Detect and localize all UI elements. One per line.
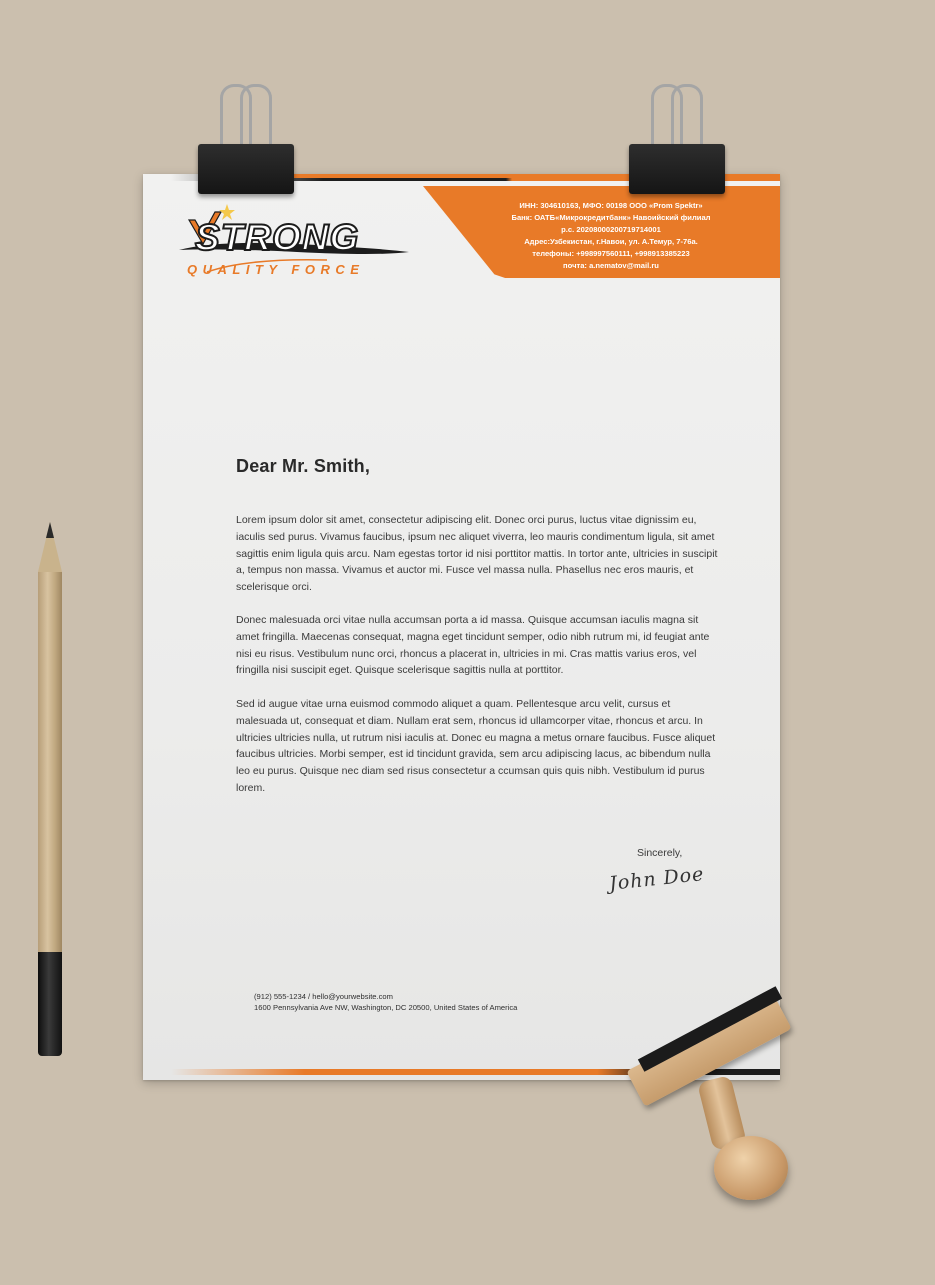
footer-address: 1600 Pennsylvania Ave NW, Washington, DC 20500, United States of America [254, 1003, 518, 1012]
handwritten-signature: John Doe [608, 863, 706, 895]
letter-greeting: Dear Mr. Smith, [236, 456, 371, 476]
clip-wire-right [671, 84, 703, 153]
info-line-bank: Банк: ОАТБ«Микрокредитбанк» Навоийский филиал [511, 213, 711, 222]
pencil-end [38, 952, 62, 1056]
logo-wordmark: STRONG [195, 217, 360, 258]
clip-wire-right [240, 84, 272, 153]
info-line-account: р.с. 20208000200719714001 [561, 225, 661, 234]
letter-paragraph-2: Donec malesuada orci vitae nulla accumsan porta a id massa. Quisque accumsan iaculis magna sit amet fringilla. Maecenas consequat, magna eget tincidunt semper, odio nibh rutrum mi, id feugiat ante nisi eu risus. Vestibulum nunc orci, rhoncus a placerat in, ultricies in mi. Cras mattis varius eros, vel fringilla nisi suscipit eget. Quisque scelerisque sagittis nulla at porttitor. [236, 614, 710, 677]
company-logo [177, 200, 417, 284]
footer-contact [254, 991, 517, 1013]
info-line-email: почта: a.nematov@mail.ru [563, 261, 659, 270]
stamp-knob [714, 1136, 788, 1200]
company-info-lines [461, 200, 761, 272]
letterhead-page [143, 174, 780, 1080]
info-line-phones: телефоны: +998997560111, +998913385223 [532, 249, 690, 258]
letter-paragraph-1: Lorem ipsum dolor sit amet, consectetur adipiscing elit. Donec orci purus, luctus vitae dignissim eu, iaculis sed purus. Vivamus faucibus, ipsum nec aliquet viverra, leo mauris condimentum ligula, sit amet sagittis enim ligula quis arcu. Nam egestas tortor id nisi porttitor mattis. In tortor ante, ultricies in suscipit a, tempus non massa. Vivamus et auctor mi. Fusce vel massa nulla. Phasellus nec eros mauris, et scelerisque orci. [236, 514, 718, 594]
binder-clip-icon [196, 84, 296, 199]
binder-clip-icon [627, 84, 727, 199]
clip-body [198, 144, 294, 194]
logo-tagline: QUALITY FORCE [187, 262, 365, 277]
letter-closing: Sincerely, [637, 847, 683, 859]
letter-paragraph-3: Sed id augue vitae urna euismod commodo aliquet a quam. Pellentesque arcu velit, cursus et malesuada ut, consequat et diam. Nullam erat sem, rhoncus id ullamcorper vitae, rhoncus et arcu. In ultricies ultricies nulla, ut rutrum nisi iaculis at. Donec eu magna a metus ornare faucibus. Fusce aliquet faucibus ultricies. Morbi semper, est id tincidunt gravida, sem arcu adipiscing lacus, ac bibendum nulla leo eu purus. Quisque nec diam sed risus consectetur a ccumsan quis quis nibh. Vestibulum id purus lorem. [236, 698, 716, 794]
info-line-inn: ИНН: 304610163, МФО: 00198 ООО «Prom Spektr» [519, 201, 703, 210]
pencil-icon [38, 522, 62, 1057]
pencil-lead [46, 522, 54, 538]
top-stripe-accent [283, 174, 573, 178]
info-line-address: Адрес:Узбекистан, г.Навои, ул. А.Темур, 7-76а. [524, 237, 698, 246]
footer-phone-email: (912) 555-1234 / hello@yourwebsite.com [254, 992, 393, 1001]
clip-body [629, 144, 725, 194]
rubber-stamp-icon [620, 1000, 800, 1210]
pencil-shaft [38, 572, 62, 952]
